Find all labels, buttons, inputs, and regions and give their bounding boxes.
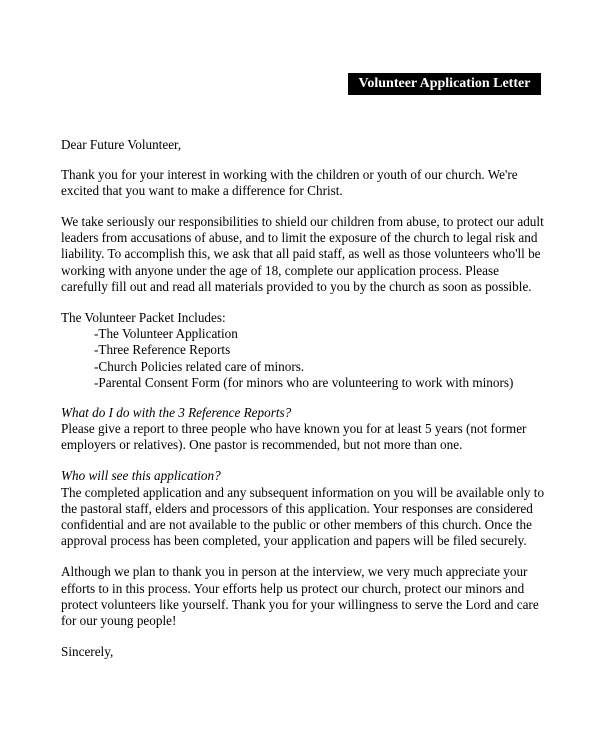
text-line: liability. To accomplish this, we ask that all paid staff, as well as those volunteers who'll be [61,246,541,262]
section-references [61,405,561,454]
text-line: efforts to in this process. Your efforts help us protect our church, protect our minors and [61,580,525,596]
text-line: for our young people! [61,613,177,629]
privacy-heading: Who will see this application? [61,468,221,484]
text-line: Although we plan to thank you in person at the interview, we very much appreciate your [61,564,528,580]
closing: Sincerely, [61,643,114,659]
paragraph-intro [61,167,561,200]
document-title: Volunteer Application Letter [348,73,541,95]
packet-item: -Three Reference Reports [94,342,231,358]
text-line: the pastoral staff, elders and processors of this application. Your responses are considered [61,500,533,516]
references-heading: What do I do with the 3 Reference Reports? [61,404,292,420]
packet-list [94,326,561,391]
text-line: excited that you want to make a difference for Christ. [61,183,343,199]
text-line: employers or relatives). One pastor is recommended, but not more than one. [61,437,463,453]
text-line: confidential and are not available to the public or other members of this church. Once the [61,517,532,533]
packet-item: -The Volunteer Application [94,326,238,342]
paragraph-responsibilities [61,214,561,295]
text-line: leaders from accusations of abuse, and to limit the exposure of the church to legal risk and [61,230,538,246]
paragraph-thanks [61,564,561,629]
section-privacy [61,468,561,549]
text-line: approval process has been completed, your application and papers will be filed securely. [61,533,527,549]
text-line: We take seriously our responsibilities to shield our children from abuse, to protect our adult [61,213,544,229]
text-line: The completed application and any subsequent information on you will be available only to [61,484,545,500]
text-line: carefully fill out and read all materials provided to you by the church as soon as possible. [61,279,532,295]
salutation: Dear Future Volunteer, [61,137,182,152]
text-line: Please give a report to three people who have known you for at least 5 years (not former [61,421,527,437]
packet-intro: The Volunteer Packet Includes: [61,309,226,325]
text-line: Thank you for your interest in working with the children or youth of our church. We're [61,166,518,182]
letter-body [61,137,561,660]
text-line: working with anyone under the age of 18, complete our application process. Please [61,262,499,278]
text-line: protect volunteers like yourself. Thank you for your willingness to serve the Lord and care [61,596,539,612]
packet-item: -Parental Consent Form (for minors who are volunteering to work with minors) [94,375,514,391]
packet-item: -Church Policies related care of minors. [94,358,305,374]
